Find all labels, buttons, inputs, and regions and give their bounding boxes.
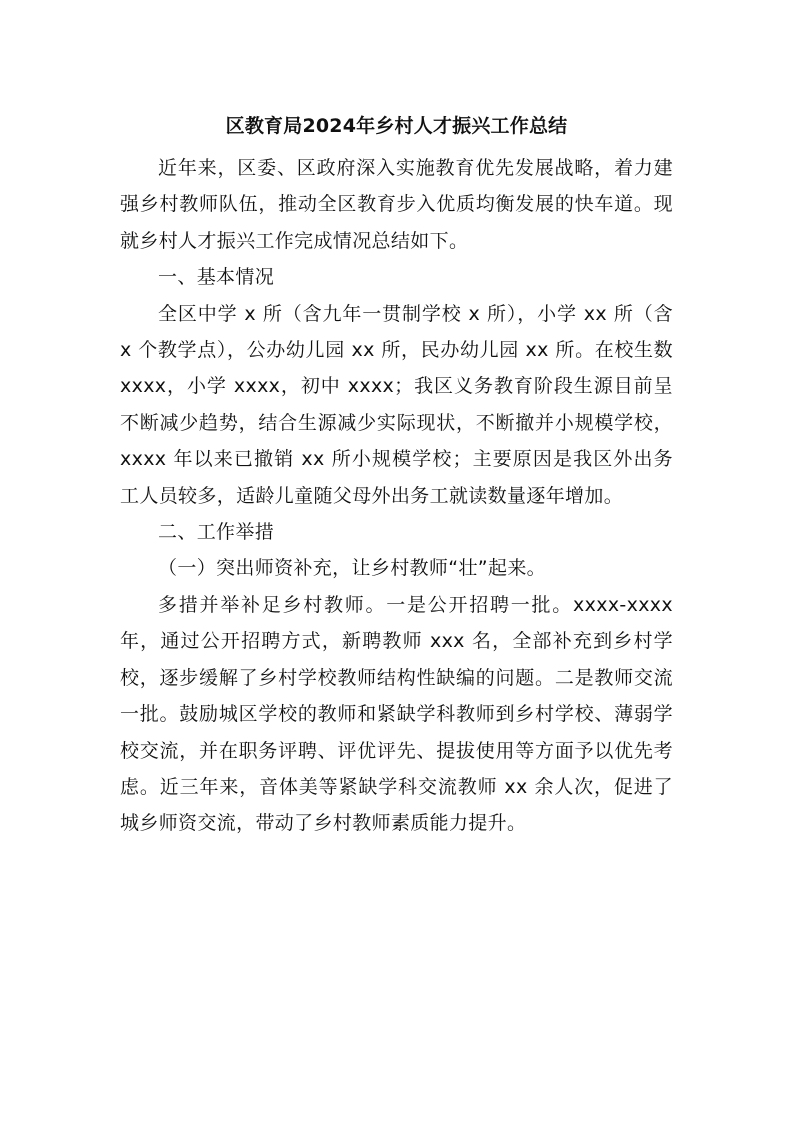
paragraph-teacher-supplement: 多措并举补足乡村教师。一是公开招聘一批。xxxx-xxxx 年，通过公开招聘方式，新聘教师 xxx 名，全部补充到乡村学校，逐步缓解了乡村学校教师结构性缺编的问题。二是教师交流一批。鼓励城区学校的教师和紧缺学科教师到乡村学校、薄弱学校交流，并在职务评聘、评优评先、提拔使用等方面予以优先考虑。近三年来，音体美等紧缺学科交流教师 xx 余人次，促进了城乡师资交流，带动了乡村教师素质能力提升。 xyxy=(120,593,673,835)
paragraph-basic-situation: 全区中学 x 所（含九年一贯制学校 x 所），小学 xx 所（含 x 个教学点），公办幼儿园 xx 所，民办幼儿园 xx 所。在校生数 xxxx，小学 xxxx，初中 xxxx；我区义务教育阶段生源目前呈不断减少趋势，结合生源减少实际现状，不断撤并小规模学校，xxxx 年以来已撤销 xx 所小规模学校；主要原因是我区外出务工人员较多，适龄儿童随父母外出务工就读数量逐年增加。 xyxy=(120,302,673,507)
document-title: 区教育局2024年乡村人才振兴工作总结 xyxy=(225,115,568,137)
heading-work-measures: 二、工作举措 xyxy=(158,521,275,544)
document-body xyxy=(120,150,673,842)
heading-basic-situation: 一、基本情况 xyxy=(158,266,275,289)
paragraph-intro: 近年来，区委、区政府深入实施教育优先发展战略，着力建强乡村教师队伍，推动全区教育步入优质均衡发展的快车道。现就乡村人才振兴工作完成情况总结如下。 xyxy=(120,157,673,252)
subheading-teacher-supplement: （一）突出师资补充，让乡村教师“壮”起来。 xyxy=(158,557,547,580)
